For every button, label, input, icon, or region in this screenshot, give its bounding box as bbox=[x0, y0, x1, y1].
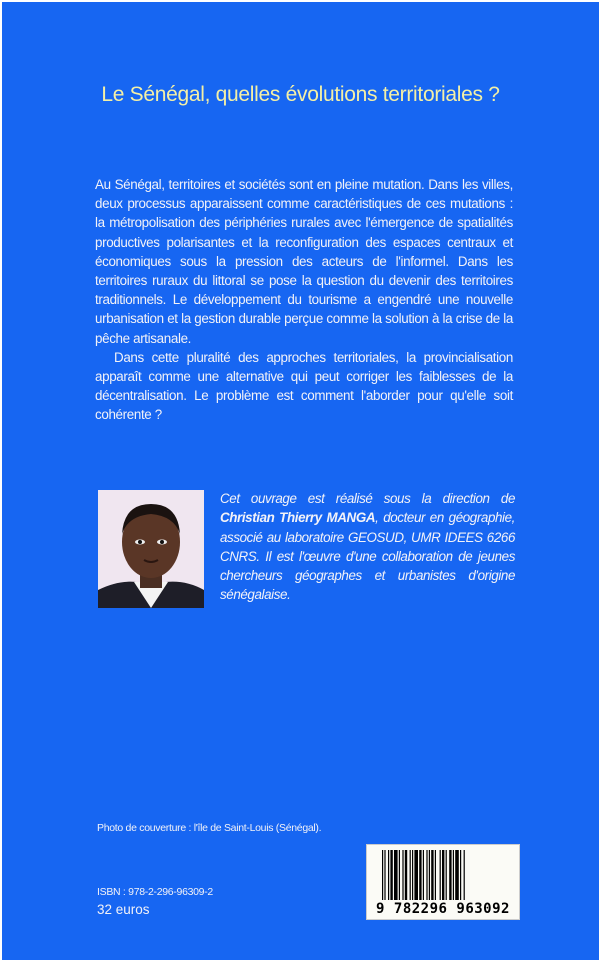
barcode-bar bbox=[455, 850, 459, 900]
barcode-bar bbox=[431, 850, 433, 900]
barcode-bar bbox=[384, 850, 385, 900]
author-details: , docteur en géographie, associé au laboratoire GEOSUD, UMR IDEES 6266 CNRS. Il est l'œuvre d'une collaboration de jeunes chercheurs géographes et urbanistes d'origine sénégalaise. bbox=[220, 510, 515, 603]
barcode bbox=[366, 844, 520, 920]
barcode-bar bbox=[382, 850, 383, 900]
barcode-bar bbox=[429, 850, 430, 900]
book-title: Le Sénégal, quelles évolutions territoriales ? bbox=[101, 83, 500, 106]
blurb-paragraph-2: Dans cette pluralité des approches territoriales, la provincialisation apparaît comme une alternative qui peut corriger les faiblesses de la décentralisation. Le problème est comment l'aborder pour qu'elle soit cohérente ? bbox=[95, 349, 513, 423]
author-bio bbox=[220, 489, 515, 605]
barcode-bar bbox=[388, 850, 389, 900]
barcode-bar bbox=[405, 850, 407, 900]
blurb-paragraph-1: Au Sénégal, territoires et sociétés sont en pleine mutation. Dans les villes, deux processus apparaissent comme caractéristiques de ces mutations : la métropolisation des périphéries rurales avec l'émergence de spatialités productives polarisantes et la reconfiguration des espaces centraux et économiques sous la pression des acteurs de l'informel. Dans les territoires ruraux du littoral se pose la question du devenir des territoires traditionnels. Le développement du tourisme a engendré une nouvelle urbanisation et la gestion durable perçue comme la solution à la crise de la pêche artisanale. bbox=[95, 177, 513, 346]
portrait-illustration bbox=[98, 490, 204, 608]
barcode-bar bbox=[464, 850, 465, 900]
barcode-bars bbox=[382, 850, 504, 900]
barcode-bar bbox=[410, 850, 411, 900]
barcode-bar bbox=[414, 850, 418, 900]
barcode-bar bbox=[394, 850, 398, 900]
barcode-bar bbox=[453, 850, 454, 900]
barcode-number: 9 782296 963092 bbox=[376, 901, 510, 917]
barcode-bar bbox=[390, 850, 392, 900]
back-cover bbox=[2, 2, 599, 960]
isbn: ISBN : 978-2-296-96309-2 bbox=[97, 886, 213, 898]
barcode-bar bbox=[440, 850, 441, 900]
barcode-bar bbox=[423, 850, 424, 900]
barcode-bar bbox=[460, 850, 461, 900]
barcode-bar bbox=[449, 850, 451, 900]
barcode-bar bbox=[419, 850, 421, 900]
barcode-bar bbox=[435, 850, 436, 900]
barcode-bar bbox=[399, 850, 400, 900]
author-photo bbox=[98, 490, 204, 608]
barcode-bar bbox=[442, 850, 444, 900]
blurb bbox=[95, 175, 513, 425]
barcode-bar bbox=[446, 850, 447, 900]
author-name: Christian Thierry MANGA bbox=[220, 510, 376, 526]
photo-credit: Photo de couverture : l'île de Saint-Louis (Sénégal). bbox=[97, 822, 322, 834]
barcode-bar bbox=[412, 850, 413, 900]
barcode-bar bbox=[426, 850, 427, 900]
barcode-bar bbox=[402, 850, 403, 900]
price: 32 euros bbox=[97, 902, 150, 917]
author-intro: Cet ouvrage est réalisé sous la direction de bbox=[220, 491, 515, 506]
